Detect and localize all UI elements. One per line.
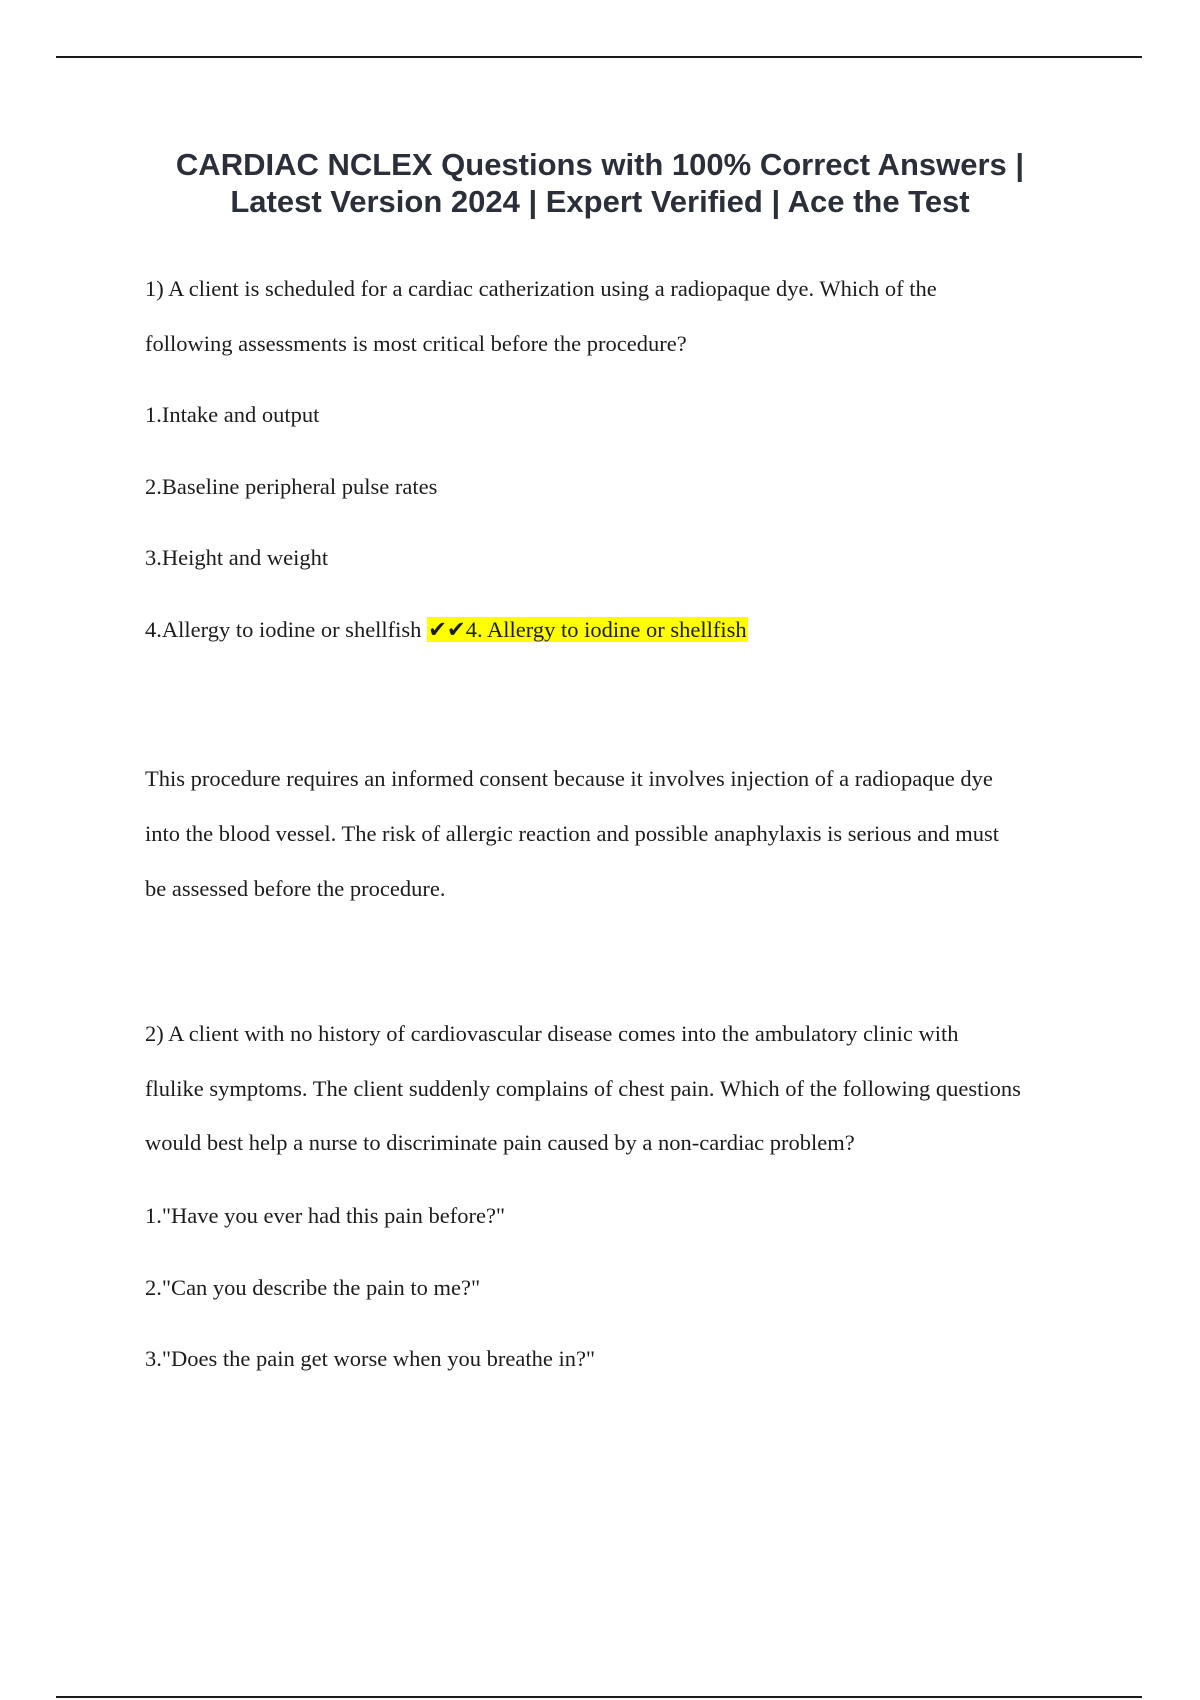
- question-2-option-1: 1."Have you ever had this pain before?": [145, 1203, 506, 1228]
- question-1-option-4: 4.Allergy to iodine or shellfish: [145, 617, 422, 642]
- question-1-rationale-line-1: This procedure requires an informed consent because it involves injection of a radiopaque dye: [145, 766, 993, 791]
- top-rule: [56, 56, 1142, 58]
- question-2-option-2: 2."Can you describe the pain to me?": [145, 1275, 481, 1300]
- document-title: [80, 146, 1120, 220]
- question-2-stem-line-3: would best help a nurse to discriminate pain caused by a non-cardiac problem?: [145, 1130, 855, 1155]
- question-2-stem-line-2: flulike symptoms. The client suddenly complains of chest pain. Which of the following questions: [145, 1076, 1021, 1101]
- question-1-rationale-line-2: into the blood vessel. The risk of allergic reaction and possible anaphylaxis is serious and must: [145, 821, 1000, 846]
- bottom-rule: [56, 1696, 1142, 1698]
- question-1-option-3: 3.Height and weight: [145, 545, 329, 570]
- document-title-line-2: Latest Version 2024 | Expert Verified | Ace the Test: [230, 184, 970, 219]
- question-1-stem-line-1: 1) A client is scheduled for a cardiac catherization using a radiopaque dye. Which of the: [145, 276, 937, 301]
- document-title-line-1: CARDIAC NCLEX Questions with 100% Correct Answers |: [175, 147, 1025, 182]
- question-1-option-4-row: [145, 617, 748, 643]
- question-2-option-3: 3."Does the pain get worse when you breathe in?": [145, 1346, 596, 1371]
- question-1-option-2: 2.Baseline peripheral pulse rates: [145, 474, 438, 499]
- question-1-stem-line-2: following assessments is most critical before the procedure?: [145, 331, 687, 356]
- question-1-option-1: 1.Intake and output: [145, 402, 320, 427]
- question-2-stem-line-1: 2) A client with no history of cardiovascular disease comes into the ambulatory clinic with: [145, 1021, 959, 1046]
- question-1-rationale-line-3: be assessed before the procedure.: [145, 876, 446, 901]
- question-1-answer-highlight: ✔✔4. Allergy to iodine or shellfish: [428, 617, 747, 642]
